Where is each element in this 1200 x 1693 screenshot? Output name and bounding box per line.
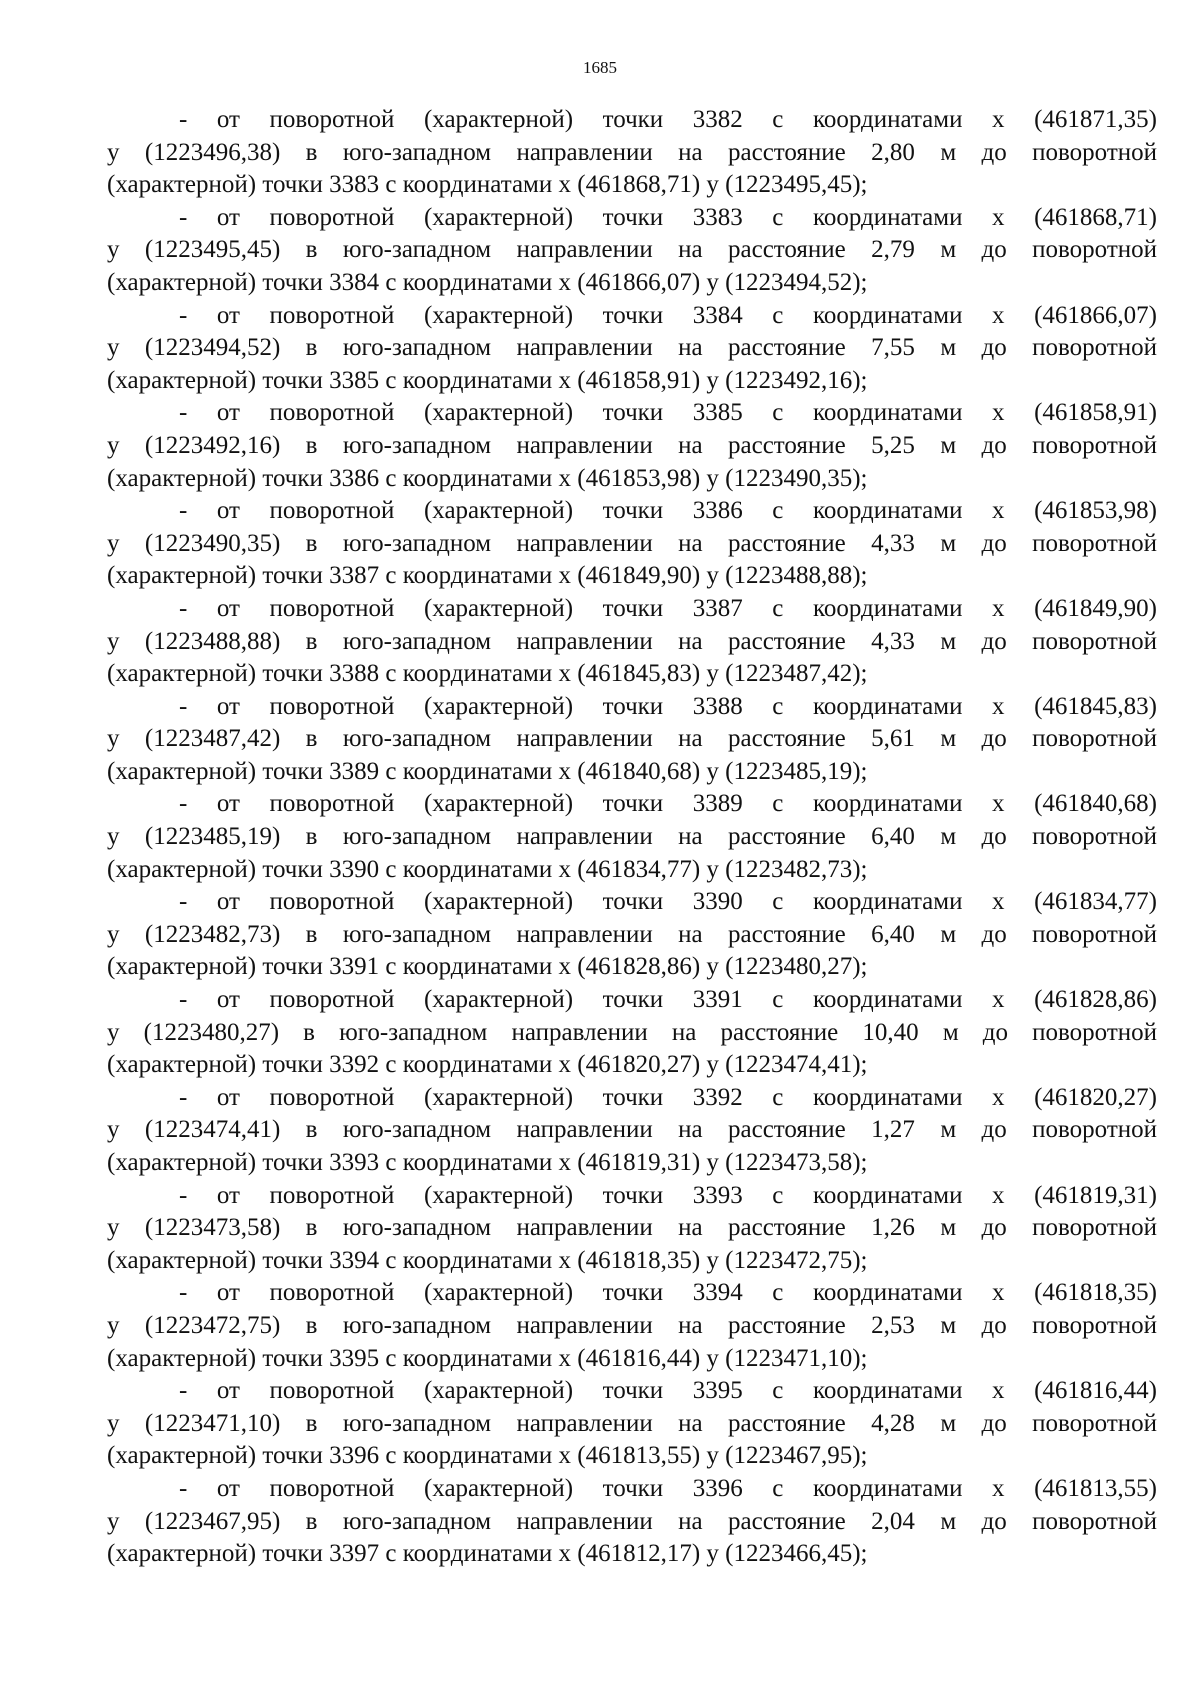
text-line: - от поворотной (характерной) точки 3393 с координатами х (461819,31) xyxy=(179,1181,1157,1209)
boundary-point-paragraph xyxy=(107,1180,1157,1278)
text-line: - от поворотной (характерной) точки 3385 с координатами х (461858,91) xyxy=(179,399,1157,427)
boundary-point-paragraph xyxy=(107,397,1157,495)
text-line: - от поворотной (характерной) точки 3382 с координатами х (461871,35) xyxy=(179,106,1157,133)
text-line: у (1223473,58) в юго-западном направлении на расстояние 1,26 м до поворотной xyxy=(107,1214,1157,1242)
boundary-point-paragraph xyxy=(107,202,1157,300)
text-line: у (1223494,52) в юго-западном направлении на расстояние 7,55 м до поворотной xyxy=(107,334,1157,362)
text-line: (характерной) точки 3396 с координатами х (461813,55) у (1223467,95); xyxy=(107,1442,868,1470)
text-line: у (1223496,38) в юго-западном направлении на расстояние 2,80 м до поворотной xyxy=(107,138,1157,166)
text-line: (характерной) точки 3397 с координатами х (461812,17) у (1223466,45); xyxy=(107,1540,868,1568)
text-line: у (1223492,16) в юго-западном направлении на расстояние 5,25 м до поворотной xyxy=(107,431,1157,459)
boundary-point-paragraph xyxy=(107,691,1157,789)
text-line: у (1223472,75) в юго-западном направлении на расстояние 2,53 м до поворотной xyxy=(107,1311,1157,1339)
text-line: у (1223488,88) в юго-западном направлении на расстояние 4,33 м до поворотной xyxy=(107,627,1157,655)
boundary-point-paragraph xyxy=(107,593,1157,691)
text-line: (характерной) точки 3383 с координатами х (461868,71) у (1223495,45); xyxy=(107,171,868,199)
text-line: у (1223487,42) в юго-западном направлении на расстояние 5,61 м до поворотной xyxy=(107,725,1157,753)
text-line: (характерной) точки 3389 с координатами х (461840,68) у (1223485,19); xyxy=(107,757,868,785)
text-line: - от поворотной (характерной) точки 3394 с координатами х (461818,35) xyxy=(179,1279,1157,1307)
boundary-point-paragraph xyxy=(107,104,1157,202)
text-line: у (1223485,19) в юго-западном направлении на расстояние 6,40 м до поворотной xyxy=(107,823,1157,851)
boundary-point-paragraph xyxy=(107,788,1157,886)
text-line: у (1223490,35) в юго-западном направлении на расстояние 4,33 м до поворотной xyxy=(107,529,1157,557)
text-line: - от поворотной (характерной) точки 3395 с координатами х (461816,44) xyxy=(179,1377,1157,1405)
text-line: (характерной) точки 3395 с координатами х (461816,44) у (1223471,10); xyxy=(107,1344,868,1372)
text-line: у (1223471,10) в юго-западном направлении на расстояние 4,28 м до поворотной xyxy=(107,1409,1157,1437)
boundary-point-paragraph xyxy=(107,984,1157,1082)
text-line: (характерной) точки 3391 с координатами х (461828,86) у (1223480,27); xyxy=(107,953,868,981)
text-line: - от поворотной (характерной) точки 3391 с координатами х (461828,86) xyxy=(179,986,1157,1014)
boundary-point-paragraph xyxy=(107,886,1157,984)
document-body xyxy=(107,104,1157,1571)
text-line: (характерной) точки 3387 с координатами х (461849,90) у (1223488,88); xyxy=(107,562,868,590)
text-line: (характерной) точки 3393 с координатами х (461819,31) у (1223473,58); xyxy=(107,1149,868,1176)
text-line: (характерной) точки 3390 с координатами х (461834,77) у (1223482,73); xyxy=(107,855,868,883)
text-line: (характерной) точки 3385 с координатами х (461858,91) у (1223492,16); xyxy=(107,366,868,394)
text-line: (характерной) точки 3384 с координатами х (461866,07) у (1223494,52); xyxy=(107,268,868,296)
text-line: - от поворотной (характерной) точки 3392 с координатами х (461820,27) xyxy=(179,1083,1157,1111)
page-number: 1685 xyxy=(583,58,617,77)
boundary-point-paragraph xyxy=(107,1473,1157,1571)
text-line: - от поворотной (характерной) точки 3388 с координатами х (461845,83) xyxy=(179,692,1157,720)
text-line: - от поворотной (характерной) точки 3383 с координатами х (461868,71) xyxy=(179,203,1157,231)
text-line: у (1223482,73) в юго-западном направлении на расстояние 6,40 м до поворотной xyxy=(107,920,1157,948)
text-line: - от поворотной (характерной) точки 3384 с координатами х (461866,07) xyxy=(179,301,1157,329)
boundary-point-paragraph xyxy=(107,1375,1157,1473)
text-line: (характерной) точки 3388 с координатами х (461845,83) у (1223487,42); xyxy=(107,660,868,688)
text-line: - от поворотной (характерной) точки 3387 с координатами х (461849,90) xyxy=(179,594,1157,622)
text-line: - от поворотной (характерной) точки 3390 с координатами х (461834,77) xyxy=(179,888,1157,916)
text-line: у (1223474,41) в юго-западном направлении на расстояние 1,27 м до поворотной xyxy=(107,1116,1157,1144)
text-line: - от поворотной (характерной) точки 3386 с координатами х (461853,98) xyxy=(179,497,1157,525)
text-line: у (1223495,45) в юго-западном направлении на расстояние 2,79 м до поворотной xyxy=(107,236,1157,264)
text-line: у (1223467,95) в юго-западном направлении на расстояние 2,04 м до поворотной xyxy=(107,1507,1157,1535)
text-line: (характерной) точки 3394 с координатами х (461818,35) у (1223472,75); xyxy=(107,1246,868,1274)
text-line: у (1223480,27) в юго-западном направлении на расстояние 10,40 м до поворотной xyxy=(107,1018,1157,1046)
text-line: (характерной) точки 3386 с координатами х (461853,98) у (1223490,35); xyxy=(107,464,868,492)
boundary-point-paragraph xyxy=(107,300,1157,398)
text-line: - от поворотной (характерной) точки 3389 с координатами х (461840,68) xyxy=(179,790,1157,818)
text-line: - от поворотной (характерной) точки 3396 с координатами х (461813,55) xyxy=(179,1474,1157,1502)
boundary-point-paragraph xyxy=(107,495,1157,593)
boundary-point-paragraph xyxy=(107,1082,1157,1180)
boundary-point-paragraph xyxy=(107,1277,1157,1375)
text-line: (характерной) точки 3392 с координатами х (461820,27) у (1223474,41); xyxy=(107,1051,868,1079)
